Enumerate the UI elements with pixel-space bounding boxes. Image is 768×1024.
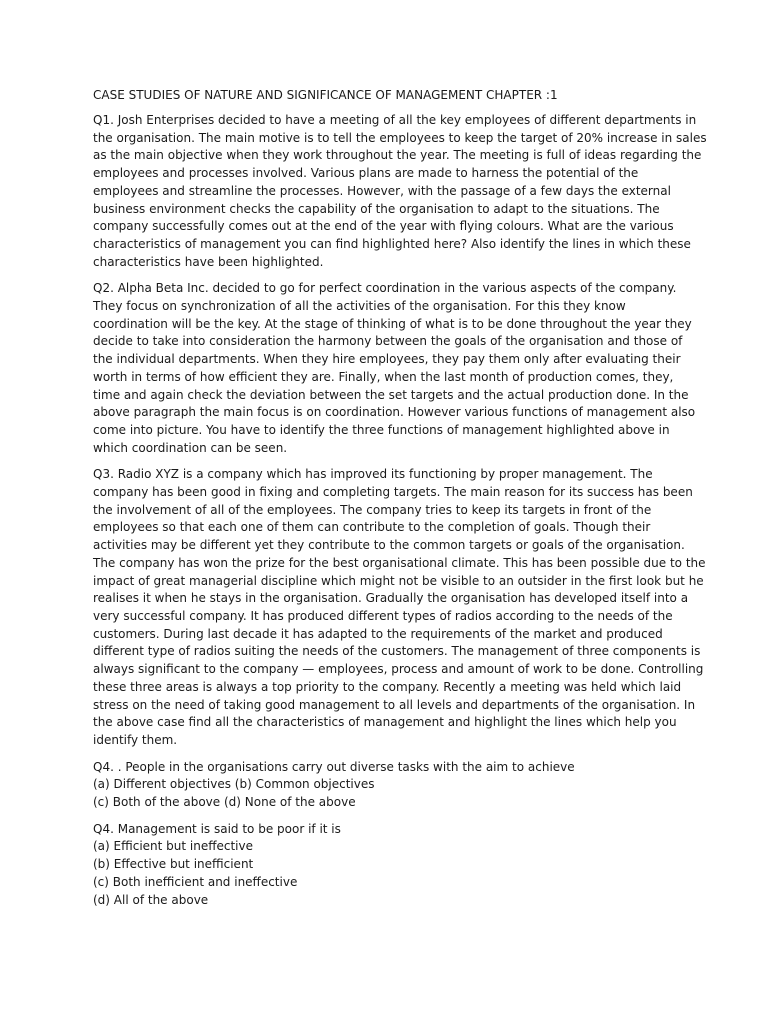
text-line: different type of radios suiting the needs of the customers. The management of three components is xyxy=(93,644,701,659)
question-3 xyxy=(93,466,706,749)
text-line: always significant to the company — employees, process and amount of work to be done. Controlling xyxy=(93,662,704,677)
text-line: employees and processes involved. Various plans are made to harness the potential of the xyxy=(93,166,639,181)
text-line: (d) All of the above xyxy=(93,892,209,907)
document-title: CASE STUDIES OF NATURE AND SIGNIFICANCE OF MANAGEMENT CHAPTER :1 xyxy=(93,88,558,102)
text-line: very successful company. It has produced different types of radios according to the needs of the xyxy=(93,608,673,623)
text-line: company has been good in fixing and completing targets. The main reason for its success has been xyxy=(93,485,693,500)
text-line: business environment checks the capability of the organisation to adapt to the situations. The xyxy=(93,201,660,216)
text-line: decide to take into consideration the harmony between the goals of the organisation and those of xyxy=(93,334,683,349)
text-line: identify them. xyxy=(93,732,178,747)
text-line: (a) Efficient but ineffective xyxy=(93,839,253,854)
text-line: above paragraph the main focus is on coordination. However various functions of management also xyxy=(93,405,696,420)
text-line: (c) Both inefficient and ineffective xyxy=(93,874,298,889)
text-line: activities may be different yet they contribute to the common targets or goals of the organisation. xyxy=(93,538,685,553)
text-line: employees so that each one of them can contribute to the completion of goals. Though their xyxy=(93,520,651,535)
text-line: the above case find all the characteristics of management and highlight the lines which help you xyxy=(93,715,677,730)
text-line: Q4. Management is said to be poor if it is xyxy=(93,821,341,836)
text-line: coordination will be the key. At the stage of thinking of what is to be done throughout the year they xyxy=(93,316,692,331)
text-line: come into picture. You have to identify the three functions of management highlighted above in xyxy=(93,422,670,437)
text-line: characteristics have been highlighted. xyxy=(93,254,324,269)
text-line: (a) Different objectives (b) Common objectives xyxy=(93,777,375,792)
document-body xyxy=(93,112,707,909)
text-line: stress on the need of taking good management to all levels and departments of the organisation. In xyxy=(93,697,696,712)
text-line: realises it when he stays in the organisation. Gradually the organisation has developed itself into a xyxy=(93,591,689,606)
question-4-objectives xyxy=(93,759,688,812)
text-line: (b) Effective but inefficient xyxy=(93,857,254,872)
text-line: (c) Both of the above (d) None of the above xyxy=(93,795,356,810)
question-2 xyxy=(93,280,696,457)
text-line: Q4. . People in the organisations carry out diverse tasks with the aim to achieve xyxy=(93,759,575,774)
text-line: Q1. Josh Enterprises decided to have a meeting of all the key employees of different departments in xyxy=(93,113,697,127)
text-line: the involvement of all of the employees. The company tries to keep its targets in front of the xyxy=(93,502,652,517)
question-1 xyxy=(93,112,707,271)
text-line: the individual departments. When they hire employees, they pay them only after evaluating their xyxy=(93,352,681,367)
text-line: worth in terms of how efficient they are. Finally, when the last month of production comes, they, xyxy=(93,369,674,384)
text-line: Q2. Alpha Beta Inc. decided to go for perfect coordination in the various aspects of the company. xyxy=(93,281,677,296)
text-line: Q3. Radio XYZ is a company which has improved its functioning by proper management. The xyxy=(93,467,653,482)
question-4-management-poor xyxy=(93,821,688,910)
text-line: which coordination can be seen. xyxy=(93,440,288,455)
text-line: The company has won the prize for the best organisational climate. This has been possible due to the xyxy=(93,555,706,570)
text-line: They focus on synchronization of all the activities of the organisation. For this they know xyxy=(93,299,626,314)
text-line: time and again check the deviation between the set targets and the actual production done. In the xyxy=(93,387,689,402)
text-line: these three areas is always a top priority to the company. Recently a meeting was held which laid xyxy=(93,679,682,694)
text-line: company successfully comes out at the end of the year with flying colours. What are the various xyxy=(93,219,674,234)
text-line: characteristics of management you can find highlighted here? Also identify the lines in which these xyxy=(93,236,691,251)
text-line: the organisation. The main motive is to tell the employees to keep the target of 20% increase in sales xyxy=(93,130,707,145)
text-line: impact of great managerial discipline which might not be visible to an outsider in the first look but he xyxy=(93,573,704,588)
text-line: customers. During last decade it has adapted to the requirements of the market and produced xyxy=(93,626,663,641)
text-line: as the main objective when they work throughout the year. The meeting is full of ideas regarding the xyxy=(93,148,702,163)
text-line: employees and streamline the processes. However, with the passage of a few days the external xyxy=(93,183,671,198)
